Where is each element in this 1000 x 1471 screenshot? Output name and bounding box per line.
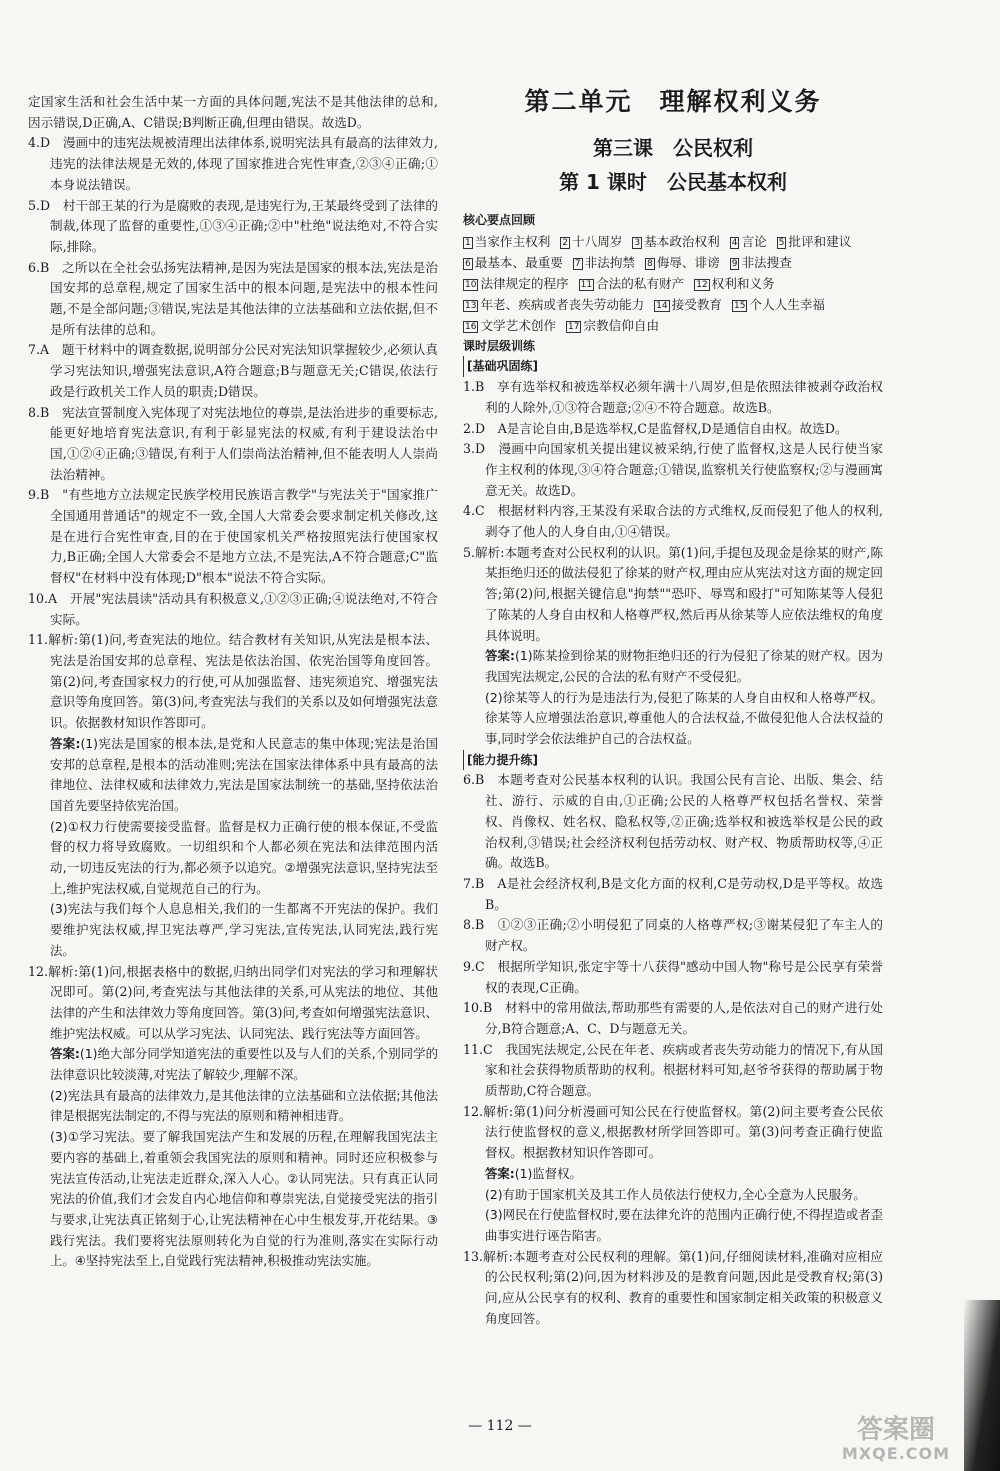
- answer-label: 答案:: [50, 735, 81, 751]
- answer-text: (2)徐某等人的行为是违法行为,侵犯了陈某的人身自由权和人格尊严权。徐某等人应增强法治意识,尊重他人的合法权益,不做侵犯他人合法权益的事,同时学会依法维护自己的合法权益。: [485, 689, 883, 747]
- answer-text: (1)绝大部分同学知道宪法的重要性以及与人们的关系,个别同学的法律意识比较淡薄,对宪法了解较少,理解不深。: [50, 1046, 438, 1083]
- core-item: [566, 315, 659, 336]
- core-item: [654, 294, 722, 315]
- core-item-text: 侮辱、诽谤: [656, 254, 720, 270]
- answer-item: 3.D 漫画中向国家机关提出建议被采纳,行使了监督权,这是人民行使当家作主权利的体现,③④符合题意;①错误,监察机关行使监察权;②与漫画寓意无关。故选D。: [463, 441, 883, 498]
- basic-practice-heading: [基础巩固练]: [463, 356, 883, 377]
- answer-item: 5.解析:本题考查对公民权利的认识。第(1)问,手提包及现金是徐某的财产,陈某拒绝归还的做法侵犯了徐某的财产权,理由应从宪法对这方面的规定回答;第(2)问,根据关键信息"拘禁""恐吓、辱骂和殴打"可知陈某等人侵犯了陈某的人身自由权和人格尊严权,然后再从徐某等人应依法维权的角度具体说明。: [463, 544, 883, 643]
- core-item: [573, 252, 635, 273]
- core-item-number: 14: [656, 300, 668, 311]
- answer-detail: [28, 1086, 438, 1127]
- core-item-text: 非法搜查: [741, 254, 792, 270]
- core-item-number: 16: [465, 321, 477, 332]
- answer-item: 7.A 题干材料中的调查数据,说明部分公民对宪法知识掌握较少,必须认真学习宪法知识,增强宪法意识,A符合题意;B与题意无关;C错误,依法行政是行政机关工作人员的职责;D错误。: [28, 342, 438, 399]
- core-item: [463, 252, 563, 273]
- answer-item: 12.解析:第(1)问,根据表格中的数据,归纳出同学们对宪法的学习和理解状况即可。第(2)问,考查宪法与其他法律的关系,可从宪法的地位、其他法律的产生和法律效力等角度回答。第(3)问,考查如何增强宪法意识、维护宪法权威。可以从学习宪法、认同宪法、践行宪法等方面回答。: [28, 963, 438, 1041]
- answer-item: 8.B ①②③正确;②小明侵犯了同桌的人格尊严权;③谢某侵犯了车主人的财产权。: [463, 917, 883, 954]
- answer-text: (3)网民在行使监督权时,要在法律允许的范围内正确行使,不得捏造或者歪曲事实进行诬告陷害。: [485, 1207, 883, 1243]
- answer-detail: [28, 899, 438, 961]
- core-item-text: 宗教信仰自由: [583, 317, 660, 333]
- advance-practice-heading: [能力提升练]: [463, 750, 883, 771]
- answer-item: 11.C 我国宪法规定,公民在年老、疾病或者丧失劳动能力的情况下,有从国家和社会获得物质帮助的权利。根据材料可知,赵爷爷获得的帮助属于物质帮助,C符合题意。: [463, 1041, 883, 1099]
- right-column: [463, 87, 883, 1329]
- answer-item: 4.D 漫画中的违宪法规被清理出法律体系,说明宪法具有最高的法律效力,违宪的法律法规是无效的,体现了国家推进合宪性审查,②③④正确;①本身说法错误。: [28, 135, 438, 192]
- answer-item: 13.解析:本题考查对公民权利的理解。第(1)问,仔细阅读材料,准确对应相应的公民权利;第(2)问,因为材料涉及的是教育问题,因此是受教育权;第(3)问,应从公民享有的权利、教育的重要性和国家制定相关政策的积极意义角度回答。: [463, 1248, 883, 1326]
- answer-item: 12.解析:第(1)问分析漫画可知公民在行使监督权。第(2)问主要考查公民依法行使监督权的意义,根据教材所学回答即可。第(3)问考查正确行使监督权。根据教材知识作答即可。: [463, 1103, 883, 1161]
- answer-item: 4.C 根据材料内容,王某没有采取合法的方式维权,反而侵犯了他人的权利,剥夺了他人的人身自由,①④错误。: [463, 503, 883, 540]
- core-item: [732, 294, 825, 315]
- answer-detail: [463, 646, 883, 687]
- answer-detail: [28, 1127, 438, 1272]
- answer-item: 10.A 开展"宪法晨读"活动具有积极意义,①②③正确;④说法绝对,不符合实际。: [28, 590, 438, 627]
- answer-text: (2)①权力行使需要接受监督。监督是权力正确行使的根本保证,不受监督的权力将导致腐败。一切组织和个人都必须在宪法和法律范围内活动,一切违反宪法的行为,都必须予以追究。②增强宪法意识,坚持宪法至上,维护宪法权威,自觉规范自己的行为。: [50, 818, 438, 896]
- core-item-number: 2: [562, 237, 569, 248]
- advance-practice-list: [463, 770, 883, 1329]
- answer-text: (1)监督权。: [514, 1165, 582, 1181]
- answer-detail: [28, 734, 438, 817]
- answer-text: (2)有助于国家机关及其工作人员依法行使权力,全心全意为人民服务。: [485, 1186, 866, 1202]
- core-item: [777, 231, 852, 252]
- watermark-logo: [806, 1415, 986, 1465]
- answer-detail: [28, 817, 438, 900]
- answer-item: 8.B 宪法宣誓制度入宪体现了对宪法地位的尊崇,是法治进步的重要标志,能更好地培育宪法意识,有利于彰显宪法的权威,有利于建设法治中国,①②④正确;③错误,有利于人们崇尚法治精神,但不能表明人人崇尚法治精神。: [28, 404, 438, 482]
- answer-text: (2)宪法具有最高的法律效力,是其他法律的立法基础和立法依据;其他法律是根据宪法制定的,不得与宪法的原则和精神相违背。: [50, 1087, 438, 1124]
- answer-detail: [463, 688, 883, 750]
- core-item: [730, 231, 767, 252]
- core-item: [694, 273, 774, 294]
- watermark-text: 答案圈: [856, 1415, 935, 1445]
- core-item-number: 8: [647, 258, 653, 269]
- core-item-number: 7: [574, 258, 581, 269]
- core-item-text: 当家作主权利: [474, 233, 551, 249]
- answer-item: 10.B 材料中的常用做法,帮助那些有需要的人,是依法对自己的财产进行处分,B符合题意;A、C、D与题意无关。: [463, 1000, 883, 1036]
- answer-item: 9.C 根据所学知识,张定宇等十八获得"感动中国人物"称号是公民享有荣誉权的表现,C正确。: [463, 958, 883, 995]
- answer-text: (1)陈某捡到徐某的财物拒绝归还的行为侵犯了徐某的财产权。因为我国宪法规定,公民的合法的私有财产不受侵犯。: [485, 648, 883, 684]
- core-item-text: 合法的私有财产: [596, 275, 685, 291]
- answer-item: 1.B 享有选举权和被选举权必须年满十八周岁,但是依照法律被剥夺政治权利的人除外,①③符合题意;②④不符合题意。故选B。: [463, 379, 883, 415]
- core-items-list: [463, 231, 883, 336]
- lesson-title: 第三课 公民权利: [593, 136, 753, 160]
- section-training-heading: 课时层级训练: [463, 338, 536, 353]
- core-item-text: 权利和义务: [711, 275, 775, 291]
- answer-label: 答案:: [485, 648, 515, 664]
- answer-item: 7.B A是社会经济权利,B是文化方面的权利,C是劳动权,D是平等权。故选B。: [463, 875, 883, 912]
- core-item: [730, 252, 792, 273]
- watermark-url: MXQE.COM: [841, 1444, 951, 1463]
- answer-item: 6.B 本题考查对公民基本权利的认识。我国公民有言论、出版、集会、结社、游行、示威的自由,①正确;公民的人格尊严权包括名誉权、荣誉权、肖像权、姓名权、隐私权等,②正确;选举权和被选举权是公民的政治权利,③错误;社会经济权利包括劳动权、财产权、物质帮助权等,④正确。故选B。: [463, 772, 883, 871]
- answer-text: (3)①学习宪法。要了解我国宪法产生和发展的历程,在理解我国宪法主要内容的基础上,着重领会我国宪法的原则和精神。同时还应积极参与宪法宣传活动,让宪法走近群众,深入人心。②认同宪法。只有真正认同宪法的价值,我们才会发自内心地信仰和尊崇宪法,自觉接受宪法的指引与要求,让宪法真正铭刻于心,让宪法精神在心中生根发芽,开花结果。③践行宪法。我们要将宪法原则转化为自觉的行为准则,落实在实际行动上。④坚持宪法至上,自觉践行宪法精神,积极推动宪法实施。: [50, 1129, 438, 1269]
- core-item-text: 年老、疾病或者丧失劳动能力: [480, 296, 645, 312]
- core-item: [560, 231, 622, 252]
- answer-item: 5.D 村干部王某的行为是腐败的表现,是违宪行为,王某最终受到了法律的制裁,体现了监督的重要性,①③④正确;②中"杜绝"说法绝对,不符合实际,排除。: [28, 197, 438, 254]
- core-item-number: 15: [734, 300, 746, 311]
- core-item-text: 最基本、最重要: [474, 254, 563, 270]
- core-item: [645, 252, 720, 273]
- core-item-number: 5: [778, 237, 785, 248]
- core-item-number: 13: [465, 300, 477, 311]
- answer-detail: [463, 1185, 883, 1206]
- answer-label: 答案:: [50, 1046, 80, 1062]
- basic-practice-list: [463, 377, 883, 750]
- core-item-text: 十八周岁: [572, 233, 623, 249]
- core-item-number: 1: [465, 237, 471, 248]
- answer-item: 6.B 之所以在全社会弘扬宪法精神,是因为宪法是国家的根本法,宪法是治国安邦的总章程,规定了国家生活中的根本问题,是宪法中的根本性问题,不是全部问题;③错误,宪法是其他法律的立法基础和立法依据,但不是所有法律的总和。: [28, 259, 438, 337]
- core-item-number: 17: [568, 321, 580, 332]
- core-item-number: 11: [580, 279, 593, 290]
- core-item: [463, 231, 550, 252]
- core-item-text: 基本政治权利: [644, 233, 720, 249]
- core-item-text: 非法拘禁: [584, 254, 635, 270]
- core-item-number: 12: [696, 279, 708, 290]
- core-item-number: 10: [465, 279, 477, 290]
- answer-text: (1)宪法是国家的根本法,是党和人民意志的集中体现;宪法是治国安邦的总章程,是根本的活动准则;宪法在国家法律体系中具有最高的法律地位、法律权威和法律效力,宪法是国家法制统一的基础,坚持依法治国首先要坚持依宪治国。: [50, 735, 438, 813]
- answer-item: 2.D A是言论自由,B是选举权,C是监督权,D是通信自由权。故选D。: [463, 420, 848, 436]
- section-core-heading: 核心要点回顾: [463, 213, 536, 227]
- answer-detail: [463, 1205, 883, 1246]
- answer-detail: [28, 1044, 438, 1085]
- core-item: [579, 273, 685, 294]
- answer-label: 答案:: [485, 1165, 515, 1181]
- core-item-number: 9: [731, 258, 738, 269]
- core-item-text: 接受教育: [671, 296, 722, 312]
- answer-item: 9.B "有些地方立法规定民族学校用民族语言教学"与宪法关于"国家推广全国通用普通话"的规定不一致,全国人大常委会要求制定机关修改,这是在进行合宪性审查,目的在于使国家机关严格按照宪法行使国家权力,B正确;全国人大常委会不是地方立法,不是宪法,A不符合题意;C"监督权"在材料中没有体现;D"根本"说法不符合实际。: [28, 487, 438, 586]
- unit-title: 第二单元 理解权利义务: [524, 87, 822, 116]
- core-item-text: 法律规定的程序: [480, 275, 569, 291]
- left-column: [28, 92, 438, 1272]
- answer-item: 11.解析:第(1)问,考查宪法的地位。结合教材有关知识,从宪法是根本法、宪法是治国安邦的总章程、宪法是依法治国、依宪治国等角度回答。第(2)问,考查国家权力的行使,可从加强监督、违宪须追究、增强宪法意识等角度回答。第(3)问,考查宪法与我们的关系以及如何增强宪法意识。依据教材知识作答即可。: [28, 632, 438, 731]
- core-item: [463, 294, 644, 315]
- core-item: [632, 231, 719, 252]
- page-number: — 112 —: [468, 1418, 532, 1434]
- core-item-number: 6: [465, 258, 471, 269]
- answer-detail: [463, 1164, 883, 1185]
- answer-text: (3)宪法与我们每个人息息相关,我们的一生都离不开宪法的保护。我们要维护宪法权威,捍卫宪法尊严,学习宪法,宣传宪法,认同宪法,践行宪法。: [50, 901, 438, 958]
- core-item: [463, 273, 569, 294]
- title-block: [463, 87, 883, 210]
- core-item-number: 4: [731, 237, 738, 248]
- core-item-text: 文学艺术创作: [480, 317, 557, 333]
- core-item-text: 批评和建议: [788, 233, 852, 249]
- period-title: 第 1 课时 公民基本权利: [559, 170, 787, 194]
- continued-text: 定国家生活和社会生活中某一方面的具体问题,宪法不是其他法律的总和,因示错误,D正确,A、C错误;B判断正确,但理由错误。故选D。: [28, 94, 438, 130]
- core-item-number: 3: [634, 237, 641, 248]
- core-item-text: 个人人生幸福: [749, 296, 826, 312]
- core-item: [463, 315, 556, 336]
- core-item-text: 言论: [741, 233, 767, 249]
